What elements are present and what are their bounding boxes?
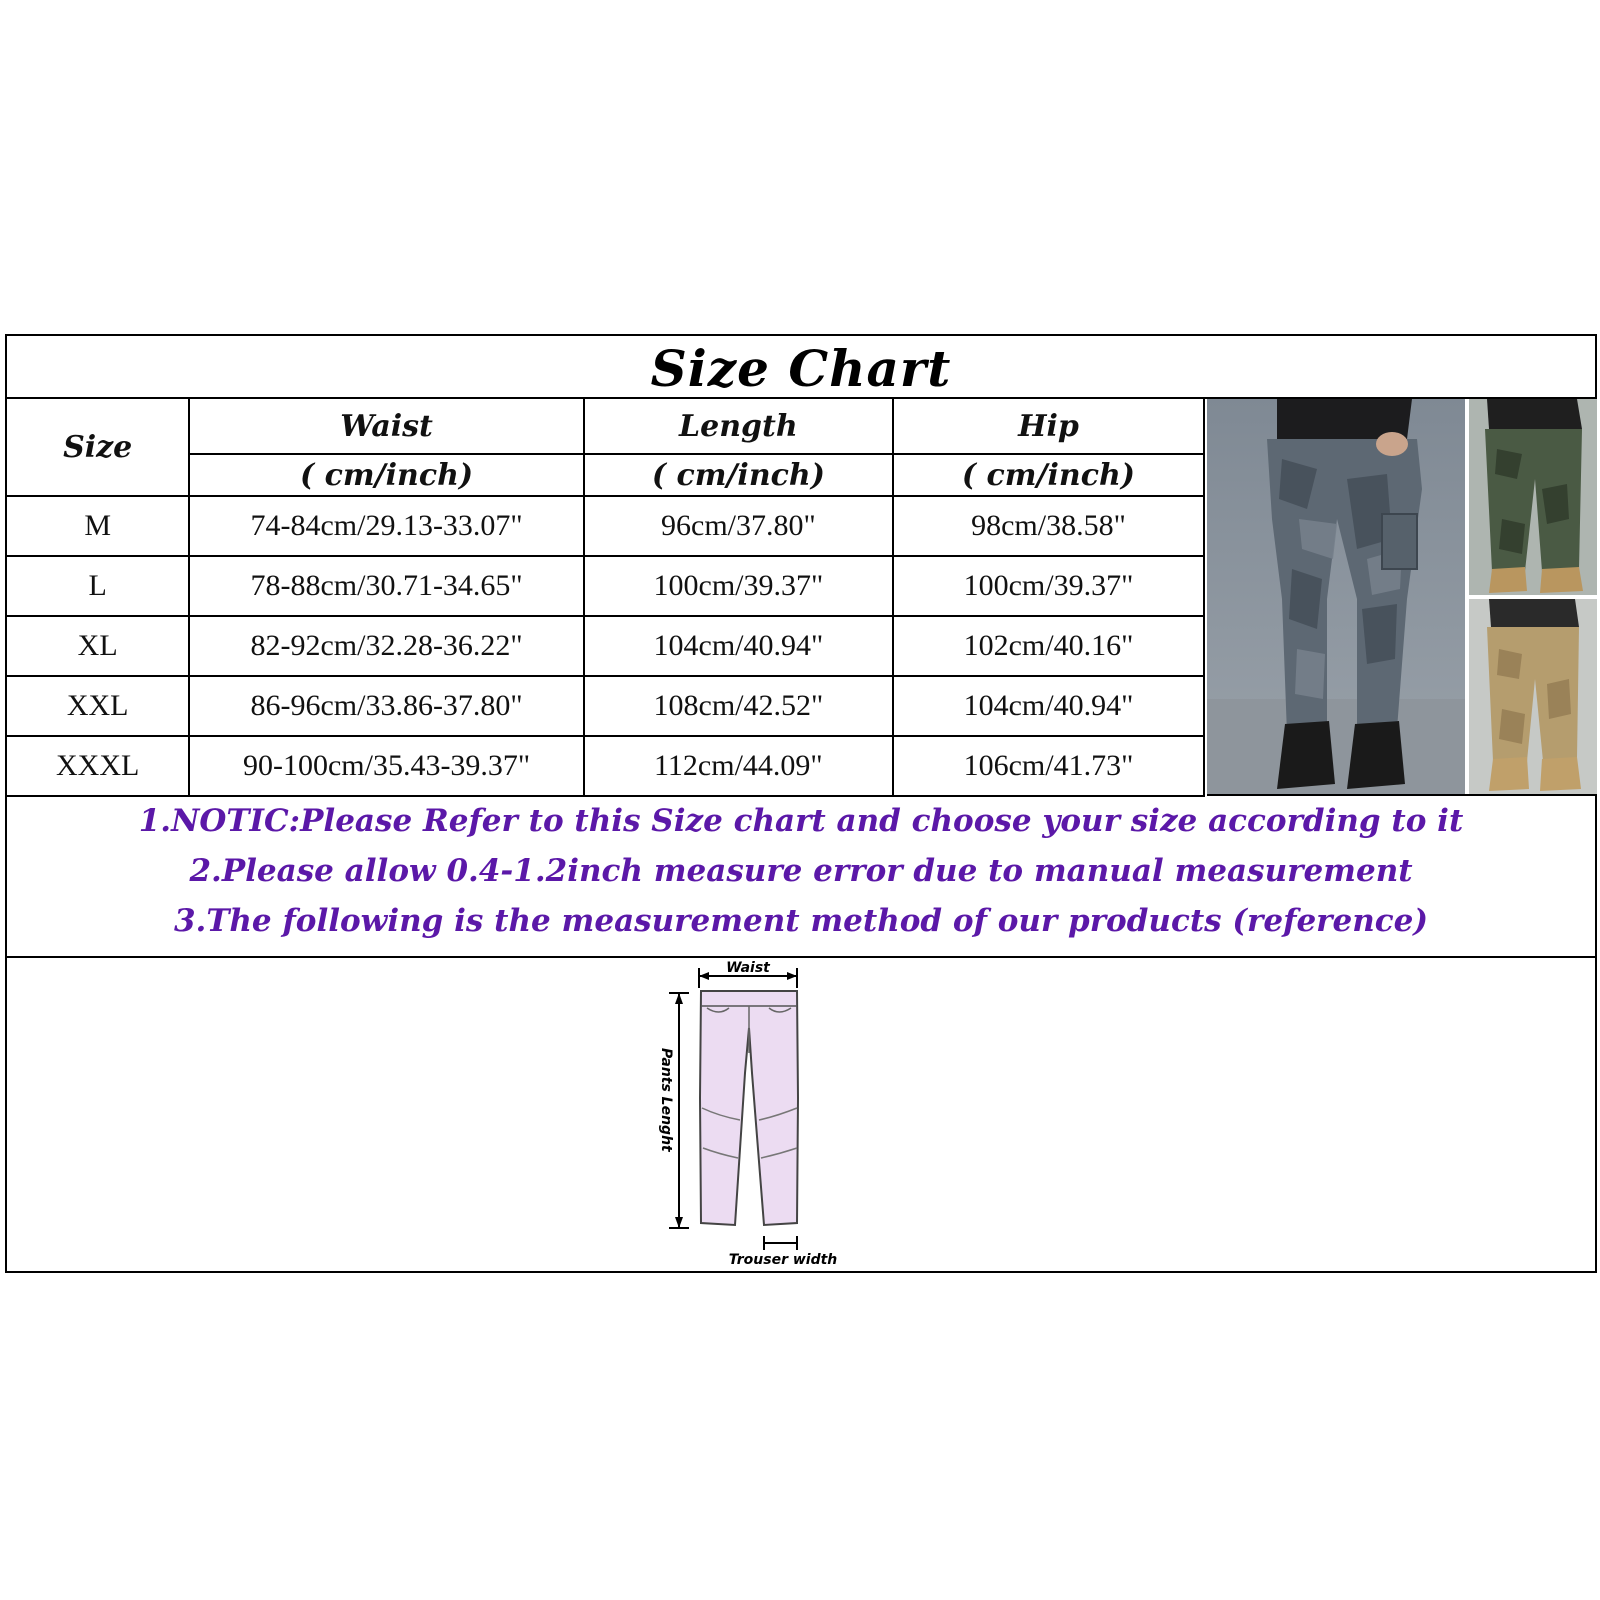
product-photo-illustration — [1207, 399, 1597, 796]
header-size: Size — [7, 399, 189, 496]
header-hip-unit: ( cm/inch) — [893, 454, 1204, 496]
hip-cell: 104cm/40.94" — [893, 676, 1204, 736]
pants-diagram-illustration — [7, 958, 1595, 1271]
length-cell: 112cm/44.09" — [584, 736, 893, 796]
size-table — [7, 399, 1205, 797]
size-cell: XXL — [7, 676, 189, 736]
length-cell: 108cm/42.52" — [584, 676, 893, 736]
waist-cell: 78-88cm/30.71-34.65" — [189, 556, 583, 616]
note-line-3: 3.The following is the measurement method of our products (reference) — [173, 903, 1429, 939]
hip-cell: 102cm/40.16" — [893, 616, 1204, 676]
size-cell: XL — [7, 616, 189, 676]
table-row — [7, 736, 1204, 796]
product-photo — [1207, 399, 1597, 796]
table-row — [7, 616, 1204, 676]
table-row — [7, 496, 1204, 556]
note-line-1: 1.NOTIC:Please Refer to this Size chart and choose your size according to it — [138, 803, 1464, 839]
header-length-unit: ( cm/inch) — [584, 454, 893, 496]
header-length: Length — [584, 399, 893, 454]
size-cell: M — [7, 496, 189, 556]
size-cell: L — [7, 556, 189, 616]
size-chart-frame — [5, 334, 1597, 1273]
table-row — [7, 556, 1204, 616]
waist-cell: 86-96cm/33.86-37.80" — [189, 676, 583, 736]
length-cell: 100cm/39.37" — [584, 556, 893, 616]
note-line-2: 2.Please allow 0.4-1.2inch measure error due to manual measurement — [189, 853, 1413, 889]
waist-cell: 74-84cm/29.13-33.07" — [189, 496, 583, 556]
header-waist-unit: ( cm/inch) — [189, 454, 583, 496]
measurement-diagram — [7, 958, 1595, 1271]
hip-cell: 106cm/41.73" — [893, 736, 1204, 796]
trouser-width-label: Trouser width — [728, 1252, 838, 1268]
title-bar — [7, 336, 1595, 399]
hip-cell: 100cm/39.37" — [893, 556, 1204, 616]
notes-section — [7, 796, 1595, 958]
header-waist: Waist — [189, 399, 583, 454]
waist-label: Waist — [726, 960, 770, 976]
waist-cell: 82-92cm/32.28-36.22" — [189, 616, 583, 676]
size-cell: XXXL — [7, 736, 189, 796]
page-title: Size Chart — [650, 339, 952, 398]
header-hip: Hip — [893, 399, 1204, 454]
table-row — [7, 676, 1204, 736]
pants-length-label: Pants Lenght — [658, 1048, 674, 1152]
length-cell: 104cm/40.94" — [584, 616, 893, 676]
waist-cell: 90-100cm/35.43-39.37" — [189, 736, 583, 796]
length-cell: 96cm/37.80" — [584, 496, 893, 556]
hip-cell: 98cm/38.58" — [893, 496, 1204, 556]
